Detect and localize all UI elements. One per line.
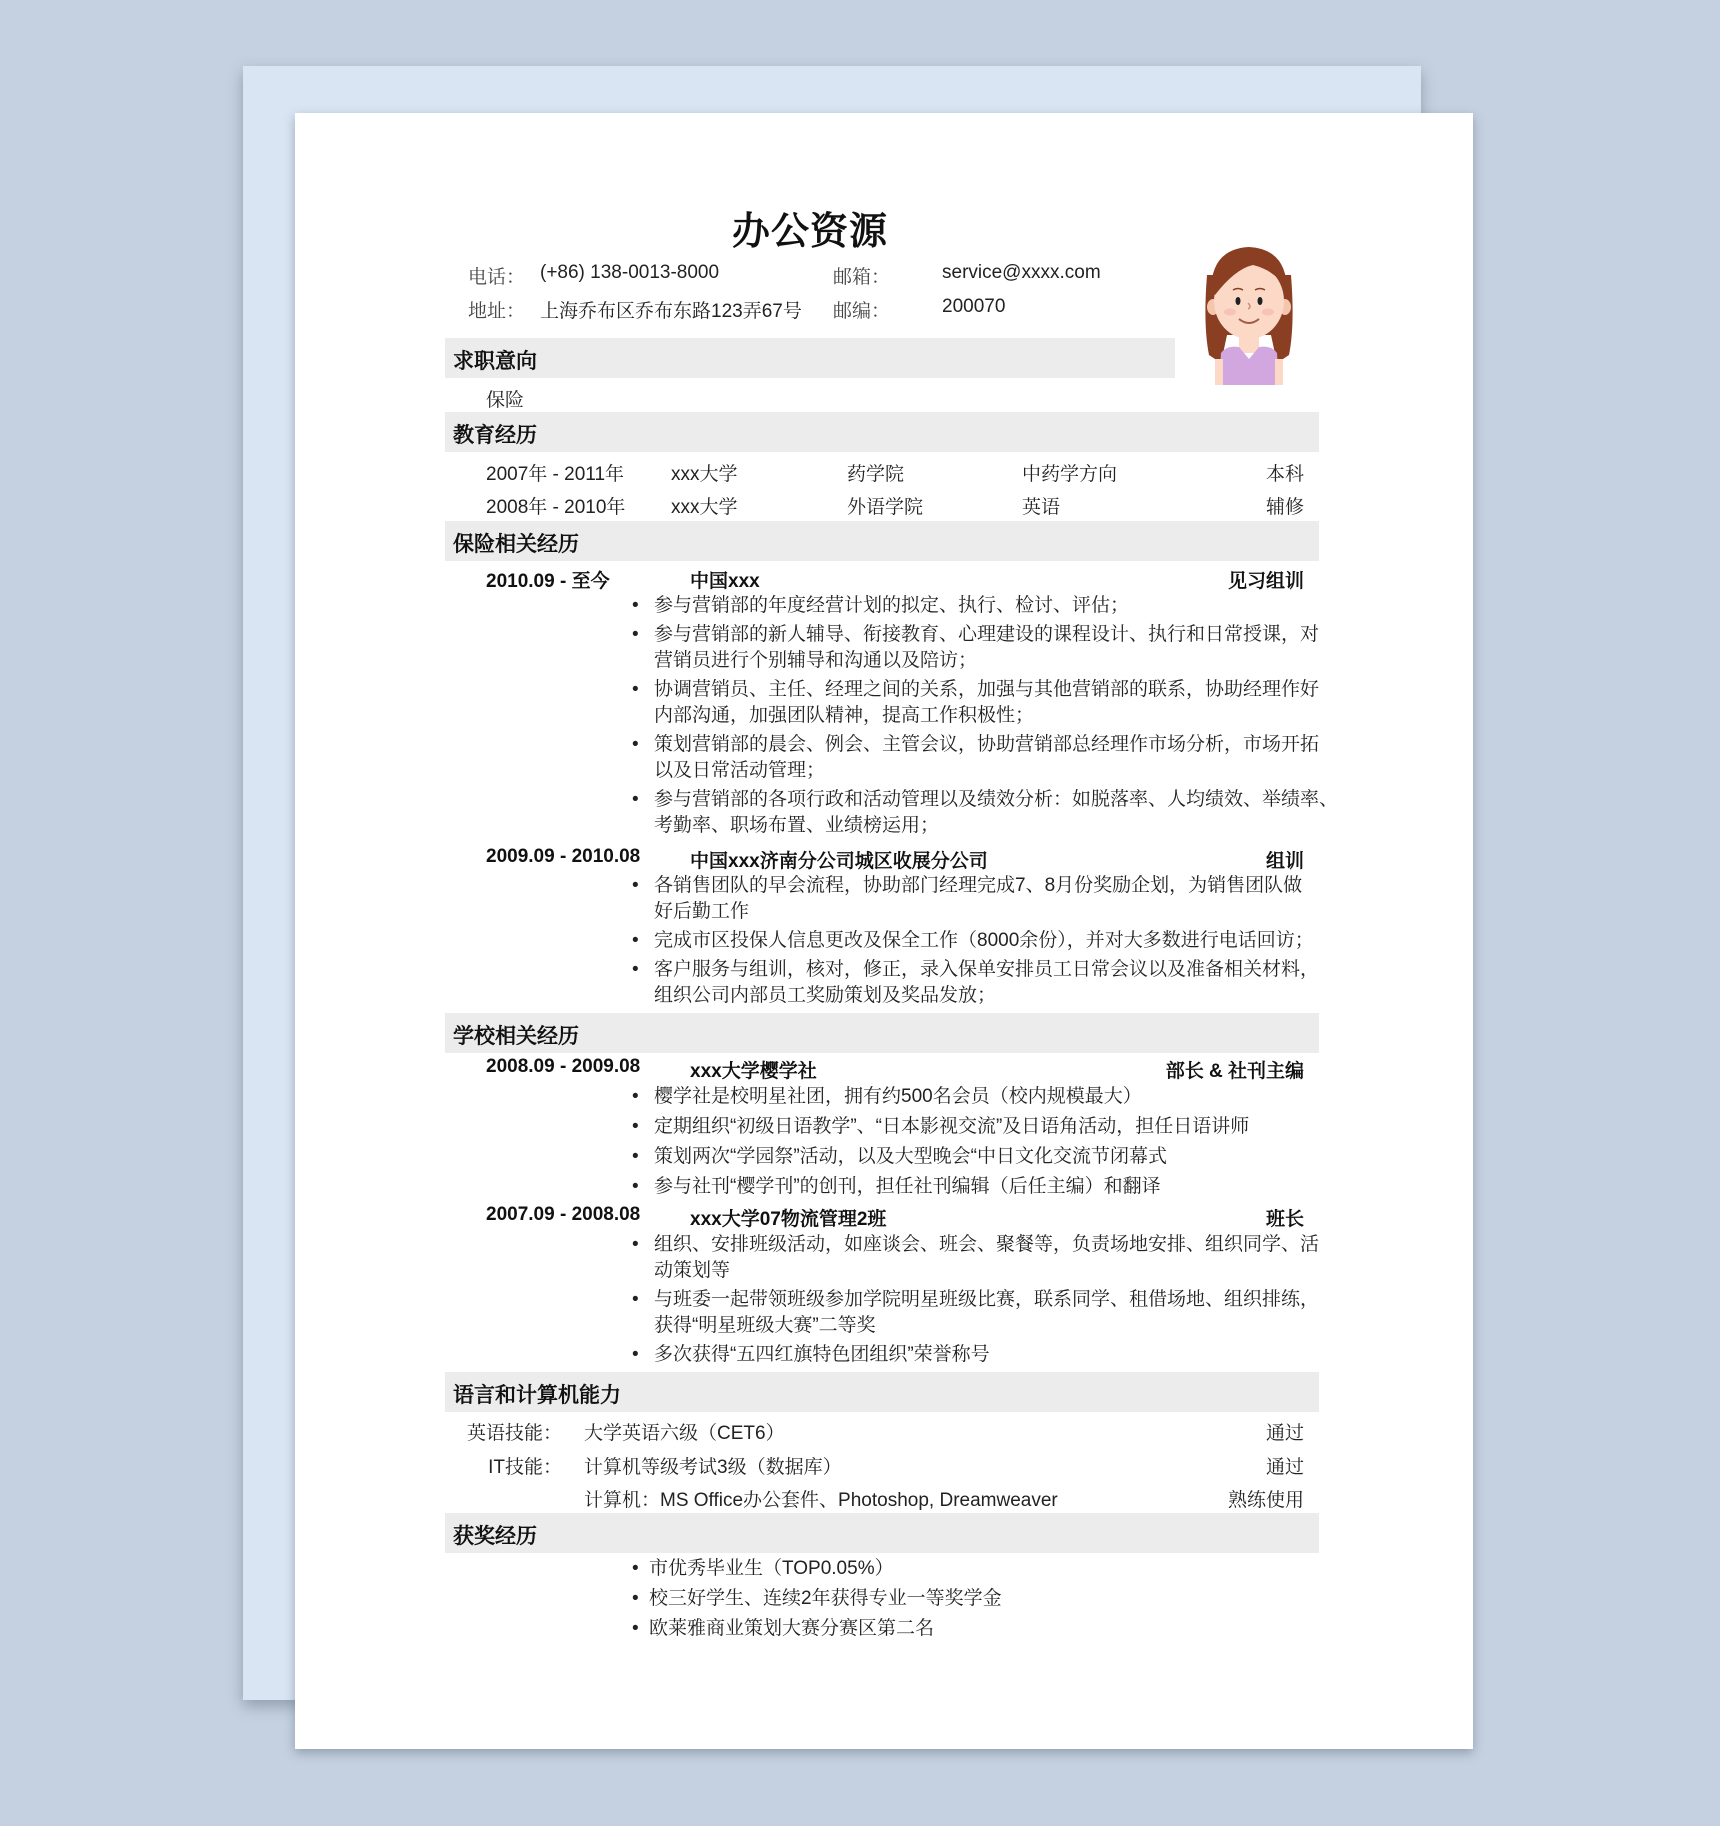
phone-value: (+86) 138-0013-8000: [540, 262, 720, 283]
education-college: 药学院: [847, 464, 905, 485]
section-title: 语言和计算机能力: [453, 1384, 621, 1407]
bullet-item: [632, 1114, 1250, 1140]
bullet-line: 营销员进行个别辅导和沟通以及陪访；: [654, 650, 978, 671]
section-objective-header: [445, 338, 1175, 378]
experience-period: 2009.09 - 2010.08: [486, 846, 641, 867]
bullet-line: 组织、安排班级活动，如座谈会、班会、聚餐等，负责场地安排、组织同学、活: [654, 1234, 1320, 1255]
section-insurance-header: [445, 521, 1319, 561]
bullet-icon: •: [632, 1289, 639, 1310]
address-value: 上海乔布区乔布东路123弄67号: [540, 301, 802, 322]
bullet-icon: •: [632, 1146, 639, 1167]
bullet-line: 参与社刊“樱学刊”的创刊，担任社刊编辑（后任主编）和翻译: [654, 1176, 1161, 1197]
bullet-icon: •: [632, 1588, 639, 1609]
skill-status: 熟练使用: [1227, 1490, 1304, 1511]
skill-status: 通过: [1265, 1457, 1304, 1478]
education-major: 英语: [1022, 497, 1061, 518]
education-degree: 辅修: [1265, 497, 1304, 518]
education-school: xxx大学: [671, 497, 738, 518]
bullet-line: 各销售团队的早会流程，协助部门经理完成7、8月份奖励企划，为销售团队做: [654, 875, 1303, 896]
education-school: xxx大学: [671, 464, 738, 485]
experience-org: 中国xxx: [690, 571, 760, 592]
bullet-item: [632, 787, 1339, 839]
experience-period: 2010.09 - 至今: [486, 571, 610, 592]
bullet-icon: •: [632, 1086, 639, 1107]
bullet-line: 组织公司内部员工奖励策划及奖品发放；: [654, 985, 997, 1006]
bullet-icon: •: [632, 624, 639, 645]
bullet-icon: •: [632, 1558, 639, 1579]
bullet-icon: •: [632, 734, 639, 755]
bullet-item: [632, 928, 1314, 954]
skill-label: IT技能：: [488, 1457, 562, 1478]
skill-status: 通过: [1265, 1423, 1304, 1444]
email-value: service@xxxx.com: [942, 262, 1101, 283]
experience-org: 中国xxx济南分公司城区收展分公司: [690, 851, 988, 872]
bullet-line: 樱学社是校明星社团，拥有约500名会员（校内规模最大）: [654, 1086, 1142, 1107]
bullet-item: [632, 1144, 1167, 1170]
bullet-item: [632, 732, 1320, 784]
bullet-item: [632, 1342, 990, 1368]
resume-name: 办公资源: [732, 211, 889, 253]
education-degree: 本科: [1265, 464, 1304, 485]
bullet-icon: •: [632, 789, 639, 810]
award-text: 校三好学生、连续2年获得专业一等奖学金: [649, 1588, 1002, 1609]
skill-value: 大学英语六级（CET6）: [584, 1423, 785, 1444]
bullet-line: 参与营销部的各项行政和活动管理以及绩效分析：如脱落率、人均绩效、举绩率、: [654, 789, 1339, 810]
bullet-item: [632, 593, 1130, 619]
bullet-line: 与班委一起带领班级参加学院明星班级比赛，联系同学、租借场地、组织排练，: [654, 1289, 1320, 1310]
zip-value: 200070: [942, 296, 1006, 317]
girl-avatar-icon: [1193, 235, 1305, 385]
bullet-item: [632, 622, 1320, 674]
experience-role: 组训: [1265, 851, 1304, 872]
bullet-item: [632, 1084, 1142, 1110]
bullet-line: 获得“明星班级大赛”二等奖: [654, 1315, 876, 1336]
bullet-item: [632, 1287, 1320, 1339]
bullet-icon: •: [632, 1344, 639, 1365]
skill-value: 计算机等级考试3级（数据库）: [584, 1457, 842, 1478]
experience-role: 班长: [1265, 1209, 1304, 1230]
bullet-line: 定期组织“初级日语教学”、“日本影视交流”及日语角活动，担任日语讲师: [654, 1116, 1250, 1137]
bullet-line: 参与营销部的新人辅导、衔接教育、心理建设的课程设计、执行和日常授课，对: [654, 624, 1320, 645]
bullet-item: [632, 957, 1320, 1009]
experience-period: 2007.09 - 2008.08: [486, 1204, 641, 1225]
bullet-line: 完成市区投保人信息更改及保全工作（8000余份），并对大多数进行电话回访；: [654, 930, 1314, 951]
bullet-line: 协调营销员、主任、经理之间的关系，加强与其他营销部的联系，协助经理作好: [654, 679, 1320, 700]
bullet-icon: •: [632, 595, 639, 616]
bullet-icon: •: [632, 875, 639, 896]
bullet-line: 策划两次“学园祭”活动，以及大型晚会“中日文化交流节闭幕式: [654, 1146, 1167, 1167]
section-title: 保险相关经历: [453, 533, 579, 556]
section-title: 获奖经历: [453, 1525, 537, 1548]
education-period: 2007年 - 2011年: [486, 464, 625, 485]
section-school-header: [445, 1013, 1319, 1053]
experience-role: 部长 & 社刊主编: [1165, 1061, 1304, 1082]
bullet-line: 多次获得“五四红旗特色团组织”荣誉称号: [654, 1344, 990, 1365]
objective-value: 保险: [486, 390, 525, 411]
award-item: [632, 1556, 894, 1582]
phone-label: 电话：: [468, 267, 526, 288]
bullet-icon: •: [632, 1618, 639, 1639]
skill-label: 英语技能：: [466, 1423, 562, 1444]
bullet-line: 考勤率、职场布置、业绩榜运用；: [654, 815, 940, 836]
education-period: 2008年 - 2010年: [486, 497, 626, 518]
zip-label: 邮编：: [833, 301, 891, 322]
section-awards-header: [445, 1513, 1319, 1553]
bullet-icon: •: [632, 1116, 639, 1137]
bullet-icon: •: [632, 1234, 639, 1255]
bullet-item: [632, 677, 1320, 729]
address-label: 地址：: [468, 301, 526, 322]
bullet-line: 动策划等: [654, 1260, 731, 1281]
email-label: 邮箱：: [833, 267, 891, 288]
experience-period: 2008.09 - 2009.08: [486, 1056, 641, 1077]
experience-org: xxx大学樱学社: [690, 1061, 817, 1082]
bullet-icon: •: [632, 930, 639, 951]
award-item: [632, 1586, 1002, 1612]
section-title: 教育经历: [453, 424, 537, 447]
bullet-item: [632, 1232, 1320, 1284]
section-skills-header: [445, 1372, 1319, 1412]
bullet-item: [632, 873, 1303, 925]
education-major: 中药学方向: [1022, 464, 1118, 485]
bullet-line: 好后勤工作: [654, 901, 750, 922]
bullet-icon: •: [632, 679, 639, 700]
experience-role: 见习组训: [1227, 571, 1304, 592]
bullet-line: 参与营销部的年度经营计划的拟定、执行、检讨、评估；: [654, 595, 1130, 616]
bullet-line: 以及日常活动管理；: [654, 760, 826, 781]
bullet-line: 客户服务与组训，核对，修正，录入保单安排员工日常会议以及准备相关材料，: [654, 959, 1320, 980]
bullet-line: 策划营销部的晨会、例会、主管会议，协助营销部总经理作市场分析，市场开拓: [654, 734, 1320, 755]
bullet-icon: •: [632, 1176, 639, 1197]
bullet-icon: •: [632, 959, 639, 980]
award-text: 市优秀毕业生（TOP0.05%）: [649, 1558, 894, 1579]
section-title: 学校相关经历: [453, 1025, 579, 1048]
experience-org: xxx大学07物流管理2班: [690, 1209, 887, 1230]
award-text: 欧莱雅商业策划大赛分赛区第二名: [649, 1618, 935, 1639]
section-title: 求职意向: [453, 350, 537, 373]
bullet-line: 内部沟通，加强团队精神，提高工作积极性；: [654, 705, 1035, 726]
award-item: [632, 1616, 935, 1642]
bullet-item: [632, 1174, 1161, 1200]
section-education-header: [445, 412, 1319, 452]
education-college: 外语学院: [847, 497, 924, 518]
skill-value: 计算机：MS Office办公套件、Photoshop, Dreamweaver: [584, 1490, 1058, 1511]
